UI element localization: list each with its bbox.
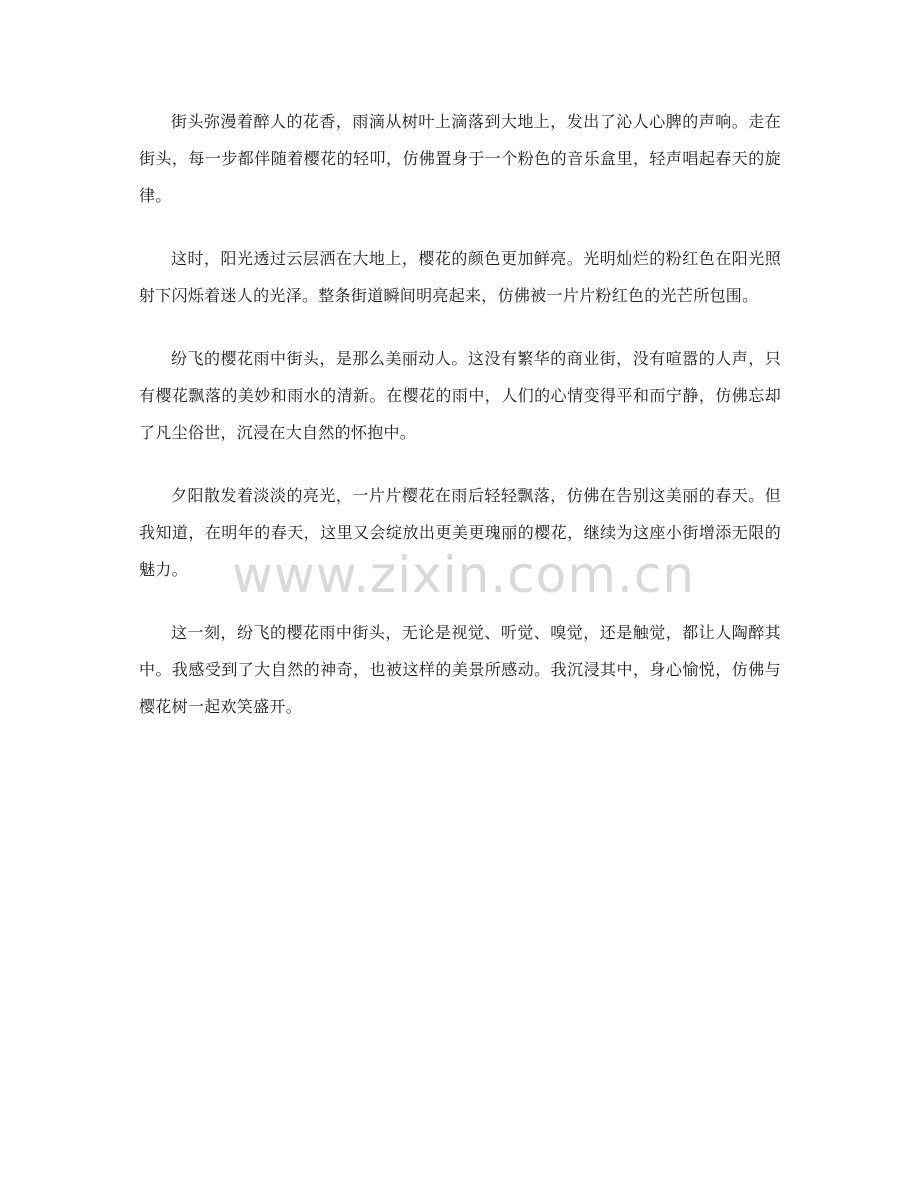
paragraph-1: 街头弥漫着醉人的花香，雨滴从树叶上滴落到大地上，发出了沁人心脾的声响。走在街头，每一步都伴随着樱花的轻叩，仿佛置身于一个粉色的音乐盒里，轻声唱起春天的旋律。 (139, 112, 781, 205)
paragraph-2: 这时，阳光透过云层洒在大地上，樱花的颜色更加鲜亮。光明灿烂的粉红色在阳光照射下闪烁着迷人的光泽。整条街道瞬间明亮起来，仿佛被一片片粉红色的光芒所包围。 (139, 249, 781, 305)
watermark: www.zixin.com.cn (232, 546, 696, 604)
paragraph-5: 这一刻，纷飞的樱花雨中街头，无论是视觉、听觉、嗅觉，还是触觉，都让人陶醉其中。我感受到了大自然的神奇，也被这样的美景所感动。我沉浸其中，身心愉悦，仿佛与樱花树一起欢笑盛开。 (139, 623, 781, 716)
document-body (139, 103, 781, 751)
paragraph-4: 夕阳散发着淡淡的亮光，一片片樱花在雨后轻轻飘落，仿佛在告别这美丽的春天。但我知道，在明年的春天，这里又会绽放出更美更瑰丽的樱花，继续为这座小街增添无限的魅力。 (139, 486, 781, 579)
paragraph-3: 纷飞的樱花雨中街头，是那么美丽动人。这没有繁华的商业街，没有喧嚣的人声，只有樱花飘落的美妙和雨水的清新。在樱花的雨中，人们的心情变得平和而宁静，仿佛忘却了凡尘俗世，沉浸在大自然的怀抱中。 (139, 349, 781, 442)
